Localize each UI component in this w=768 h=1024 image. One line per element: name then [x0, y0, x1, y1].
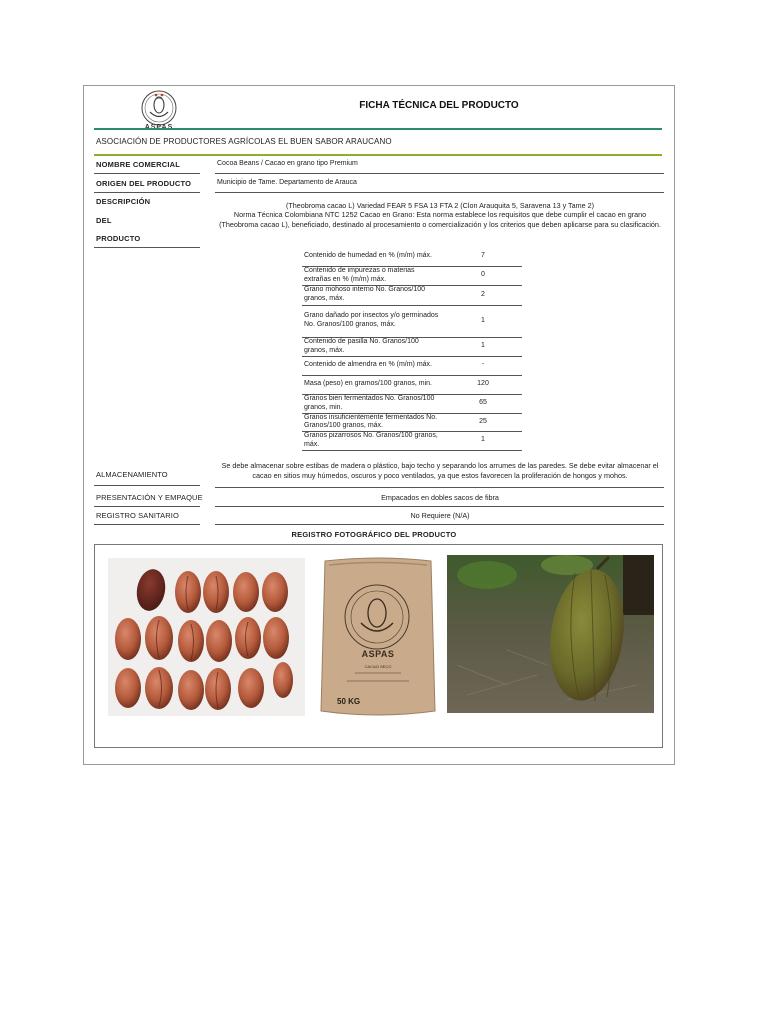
presentacion-label: PRESENTACIÓN Y EMPAQUE — [96, 493, 203, 502]
sack-weight-text: 50 KG — [337, 697, 361, 706]
row-rule — [94, 524, 200, 525]
nombre-comercial-label: NOMBRE COMERCIAL — [96, 160, 181, 169]
spec-label: Masa (peso) en gramos/100 granos, min. — [302, 375, 444, 394]
row-rule — [215, 173, 664, 174]
association-name: ASOCIACIÓN DE PRODUCTORES AGRÍCOLAS EL BUEN SABOR ARAUCANO — [96, 137, 392, 146]
almacenamiento-value: Se debe almacenar sobre estibas de madera o plástico, bajo techo y separando los arrumes de las paredes. Se debe evitar almacenar el cacao en sitios muy húmedos, oscuros y poco ventilados, ya que estos favorecen la proliferación de hongos y mohos. — [221, 461, 659, 480]
row-rule — [94, 173, 200, 174]
descripcion-label-2: DEL — [96, 216, 112, 225]
origen-label: ORIGEN DEL PRODUCTO — [96, 179, 192, 188]
logo-text: ASPAS — [144, 124, 174, 131]
cacao-beans-photo — [108, 558, 305, 716]
spec-value: 2 — [444, 285, 522, 305]
spec-label: Contenido de humedad en % (m/m) máx. — [302, 248, 444, 266]
almacenamiento-label: ALMACENAMIENTO — [96, 470, 168, 479]
row-rule — [215, 506, 664, 507]
spec-row — [302, 356, 522, 375]
nombre-comercial-value: Cocoa Beans / Cacao en grano tipo Premium — [217, 160, 358, 167]
spec-label: Granos insuficientemente fermentados No. Granos/100 granos, máx. — [302, 413, 444, 431]
spec-value: 120 — [444, 375, 522, 394]
spec-row — [302, 394, 522, 413]
sack-type-text: CACAO SECO — [364, 664, 392, 669]
spec-label: Grano mohoso interno No. Granos/100 granos, máx. — [302, 285, 444, 305]
cacao-pod-photo — [447, 555, 654, 713]
row-rule — [94, 192, 200, 193]
spec-row — [302, 413, 522, 431]
spec-value: 1 — [444, 431, 522, 450]
spec-value: 1 — [444, 305, 522, 337]
presentacion-value: Empacados en dobles sacos de fibra — [381, 493, 499, 502]
spec-value: 65 — [444, 394, 522, 413]
photo-section-title: REGISTRO FOTOGRÁFICO DEL PRODUCTO — [291, 530, 457, 539]
spec-label: Contenido de pasilla No. Granos/100 granos, máx. — [302, 337, 444, 356]
spec-value: 1 — [444, 337, 522, 356]
origen-value: Municipio de Tame. Departamento de Arauca — [217, 179, 357, 186]
spec-row — [302, 305, 522, 337]
row-rule — [94, 506, 200, 507]
spec-table — [302, 248, 522, 451]
registro-value: No Requiere (N/A) — [410, 511, 470, 520]
page-title: FICHA TÉCNICA DEL PRODUCTO — [359, 100, 519, 111]
spec-row — [302, 337, 522, 356]
spec-row — [302, 285, 522, 305]
technical-sheet — [83, 85, 675, 765]
spec-value: 25 — [444, 413, 522, 431]
spec-label: Grano dañado por insectos y/o germinados No. Granos/100 granos, máx. — [302, 305, 444, 337]
header-divider-teal — [94, 128, 662, 130]
sack-photo — [317, 555, 439, 719]
description-line-1: (Theobroma cacao L) Variedad FEAR 5 FSA 13 FTA 2 (Clon Arauquita 5, Saravena 13 y Tame 2) — [285, 201, 595, 210]
spec-row — [302, 375, 522, 394]
row-rule — [215, 524, 664, 525]
spec-row — [302, 248, 522, 266]
row-rule — [215, 192, 664, 193]
spec-row — [302, 266, 522, 285]
spec-value: 7 — [444, 248, 522, 266]
descripcion-label-1: DESCRIPCIÓN — [96, 197, 151, 206]
spec-label: Granos pizarrosos No. Granos/100 granos, máx. — [302, 431, 444, 450]
spec-row — [302, 431, 522, 450]
spec-value: - — [444, 356, 522, 375]
row-rule — [215, 487, 664, 488]
photo-frame — [94, 544, 663, 748]
row-rule — [94, 485, 200, 486]
spec-value: 0 — [444, 266, 522, 285]
registro-label: REGISTRO SANITARIO — [96, 511, 179, 520]
spec-label: Contenido de almendra en % (m/m) máx. — [302, 356, 444, 375]
spec-label: Granos bien fermentados No. Granos/100 granos, min. — [302, 394, 444, 413]
descripcion-label-3: PRODUCTO — [96, 234, 141, 243]
header-divider-green — [94, 154, 662, 156]
sack-brand-text: ASPAS — [361, 649, 395, 659]
spec-label: Contenido de impurezas o materias extrañas en % (m/m) máx. — [302, 266, 444, 285]
row-rule — [94, 247, 200, 248]
description-line-2: Norma Técnica Colombiana NTC 1252 Cacao en Grano: Esta norma establece los requisitos que debe cumplir el cacao en grano (Theobroma cacao L), beneficiado, destinado al procesamiento o comercialización y los criterios que deben aplicarse para su clasificación. — [219, 210, 661, 229]
